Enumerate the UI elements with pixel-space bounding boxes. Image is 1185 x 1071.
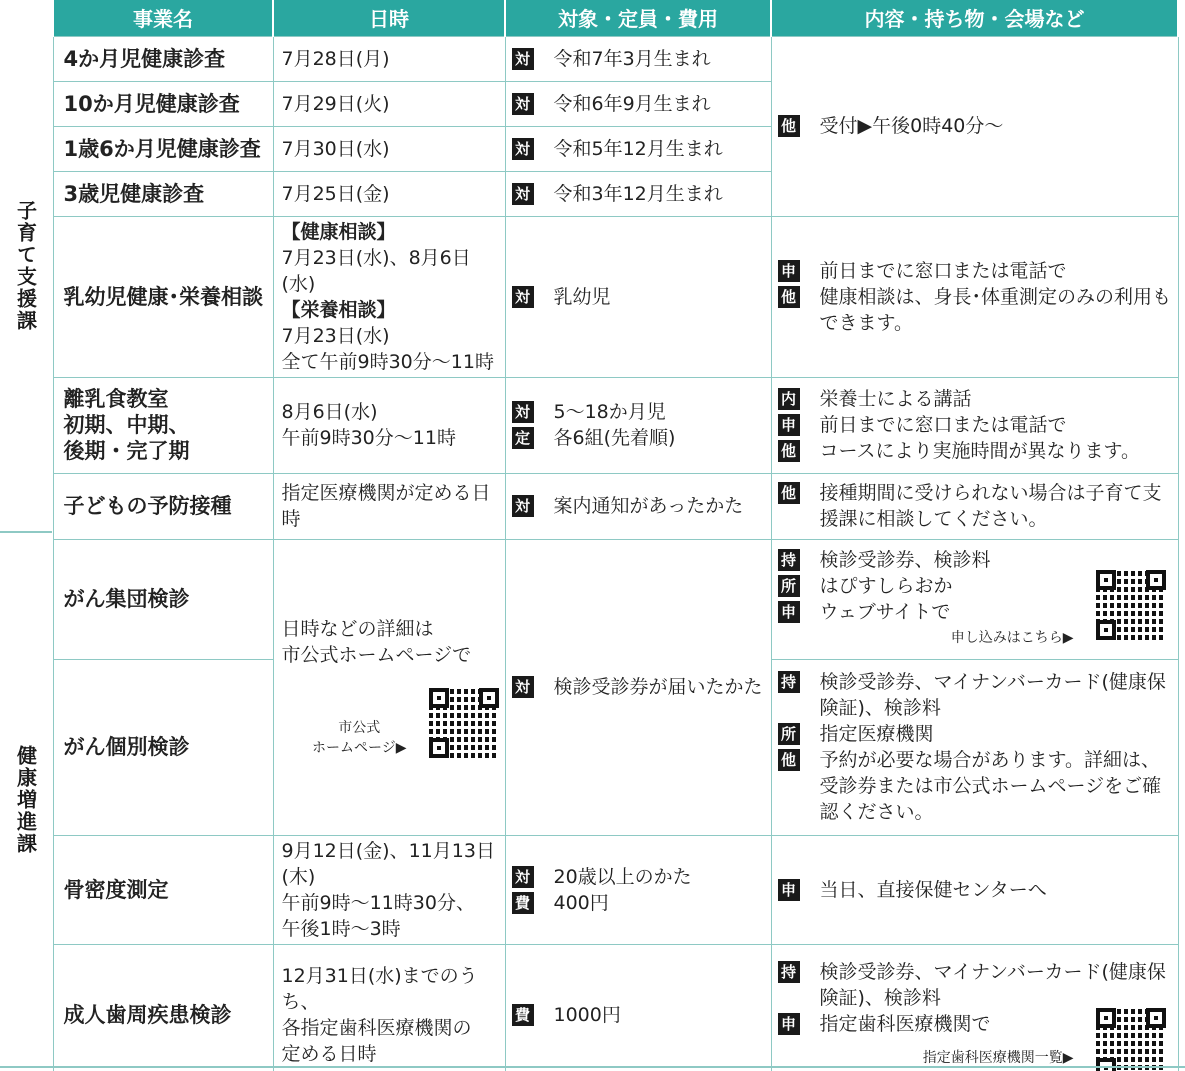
event-target: 対 令和5年12月生まれ xyxy=(505,126,771,171)
event-target: 対 検診受診券が届いたかた xyxy=(505,539,771,835)
event-name: 骨密度測定 xyxy=(53,835,273,944)
tag-bring: 持 xyxy=(778,961,800,983)
tag-fee: 費 xyxy=(512,1004,534,1026)
tag-target: 対 xyxy=(512,286,534,308)
tag-place: 所 xyxy=(778,723,800,745)
event-target: 対 令和6年9月生まれ xyxy=(505,81,771,126)
tag-capacity: 定 xyxy=(512,427,534,449)
tag-target: 対 xyxy=(512,93,534,115)
event-info: 他 接種期間に受けられない場合は子育て支援課に相談してください。 xyxy=(771,473,1178,539)
header-event: 事業名 xyxy=(53,0,273,36)
event-name: 1歳6か月児健康診査 xyxy=(53,126,273,171)
event-target: 対 20歳以上のかた 費 400円 xyxy=(505,835,771,944)
tag-other: 他 xyxy=(778,749,800,771)
header-info: 内容・持ち物・会場など xyxy=(771,0,1178,36)
event-info-checkups: 他 受付▶午後0時40分～ xyxy=(771,36,1178,216)
event-date: 指定医療機関が定める日時 xyxy=(273,473,505,539)
tag-fee: 費 xyxy=(512,892,534,914)
event-target: 対 令和3年12月生まれ xyxy=(505,171,771,216)
tag-other: 他 xyxy=(778,286,800,308)
qr-code-icon[interactable] xyxy=(429,688,499,758)
tag-target: 対 xyxy=(512,401,534,423)
header-date: 日時 xyxy=(273,0,505,36)
event-name: 10か月児健康診査 xyxy=(53,81,273,126)
event-target: 対 5～18か月児 定 各6組(先着順) xyxy=(505,377,771,473)
tag-place: 所 xyxy=(778,575,800,597)
tag-target: 対 xyxy=(512,676,534,698)
event-info: 持 検診受診券、検診料 所 はぴすしらおか 申 ウェブサイトで 申し込みはこちら▶ xyxy=(771,539,1178,659)
event-date: 8月6日(水) 午前9時30分～11時 xyxy=(273,377,505,473)
event-date: 12月31日(水)までのうち、 各指定歯科医療機関の 定める日時 xyxy=(273,944,505,1071)
tag-target: 対 xyxy=(512,495,534,517)
table-row xyxy=(53,36,1178,81)
tag-apply: 申 xyxy=(778,879,800,901)
schedule-table-wrapper xyxy=(52,0,1177,1071)
table-row xyxy=(53,539,1178,659)
tag-bring: 持 xyxy=(778,671,800,693)
event-date: 9月12日(金)、11月13日(木) 午前9時～11時30分、 午後1時～3時 xyxy=(273,835,505,944)
tag-apply: 申 xyxy=(778,414,800,436)
tag-target: 対 xyxy=(512,138,534,160)
table-row xyxy=(53,377,1178,473)
event-name: がん集団検診 xyxy=(53,539,273,659)
table-row xyxy=(53,473,1178,539)
event-date: 【健康相談】 7月23日(水)、8月6日(水) 【栄養相談】 7月23日(水) 全て午前9時30分～11時 xyxy=(273,216,505,377)
event-name: がん個別検診 xyxy=(53,659,273,835)
event-target: 対 案内通知があったかた xyxy=(505,473,771,539)
event-date: 7月28日(月) xyxy=(273,36,505,81)
event-date: 日時などの詳細は 市公式ホームページで 市公式 ホームページ▶ xyxy=(273,539,505,835)
tag-target: 対 xyxy=(512,48,534,70)
event-date: 7月30日(水) xyxy=(273,126,505,171)
dept-label-health: 健康増進課 xyxy=(13,744,38,855)
event-name: 成人歯周疾患検診 xyxy=(53,944,273,1071)
event-info: 内 栄養士による講話 申 前日までに窓口または電話で 他 コースにより実施時間が異なります。 xyxy=(771,377,1178,473)
table-row xyxy=(53,216,1178,377)
event-info: 申 前日までに窓口または電話で 他 健康相談は、身長･体重測定のみの利用もできます。 xyxy=(771,216,1178,377)
qr-code-icon[interactable] xyxy=(1096,570,1166,640)
tag-content: 内 xyxy=(778,388,800,410)
table-row xyxy=(53,835,1178,944)
event-target: 対 乳幼児 xyxy=(505,216,771,377)
event-name: 子どもの予防接種 xyxy=(53,473,273,539)
tag-bring: 持 xyxy=(778,549,800,571)
qr-code-icon[interactable] xyxy=(1096,1008,1166,1071)
tag-target: 対 xyxy=(512,866,534,888)
event-name: 4か月児健康診査 xyxy=(53,36,273,81)
header-target: 対象・定員・費用 xyxy=(505,0,771,36)
event-name: 離乳食教室 初期、中期、 後期・完了期 xyxy=(53,377,273,473)
dept-label-childcare: 子育て支援課 xyxy=(13,199,38,332)
event-info: 持 検診受診券、マイナンバーカード(健康保険証)、検診料 所 指定医療機関 他 予約が必要な場合があります。詳細は、受診券または市公式ホームページをご確認ください。 xyxy=(771,659,1178,835)
event-info: 持 検診受診券、マイナンバーカード(健康保険証)、検診料 申 指定歯科医療機関で 指定歯科医療機関一覧▶ xyxy=(771,944,1178,1071)
tag-other: 他 xyxy=(778,440,800,462)
tag-other: 他 xyxy=(778,482,800,504)
header-row xyxy=(53,0,1178,36)
bottom-divider xyxy=(0,1066,1185,1068)
event-date: 7月29日(火) xyxy=(273,81,505,126)
schedule-table xyxy=(52,0,1179,1071)
tag-apply: 申 xyxy=(778,260,800,282)
event-info: 申 当日、直接保健センターへ xyxy=(771,835,1178,944)
tag-target: 対 xyxy=(512,183,534,205)
event-date: 7月25日(金) xyxy=(273,171,505,216)
table-row xyxy=(53,944,1178,1071)
event-target: 費 1000円 xyxy=(505,944,771,1071)
tag-apply: 申 xyxy=(778,601,800,623)
event-target: 対 令和7年3月生まれ xyxy=(505,36,771,81)
tag-other: 他 xyxy=(778,115,800,137)
event-name: 3歳児健康診査 xyxy=(53,171,273,216)
event-name: 乳幼児健康･栄養相談 xyxy=(53,216,273,377)
tag-apply: 申 xyxy=(778,1013,800,1035)
